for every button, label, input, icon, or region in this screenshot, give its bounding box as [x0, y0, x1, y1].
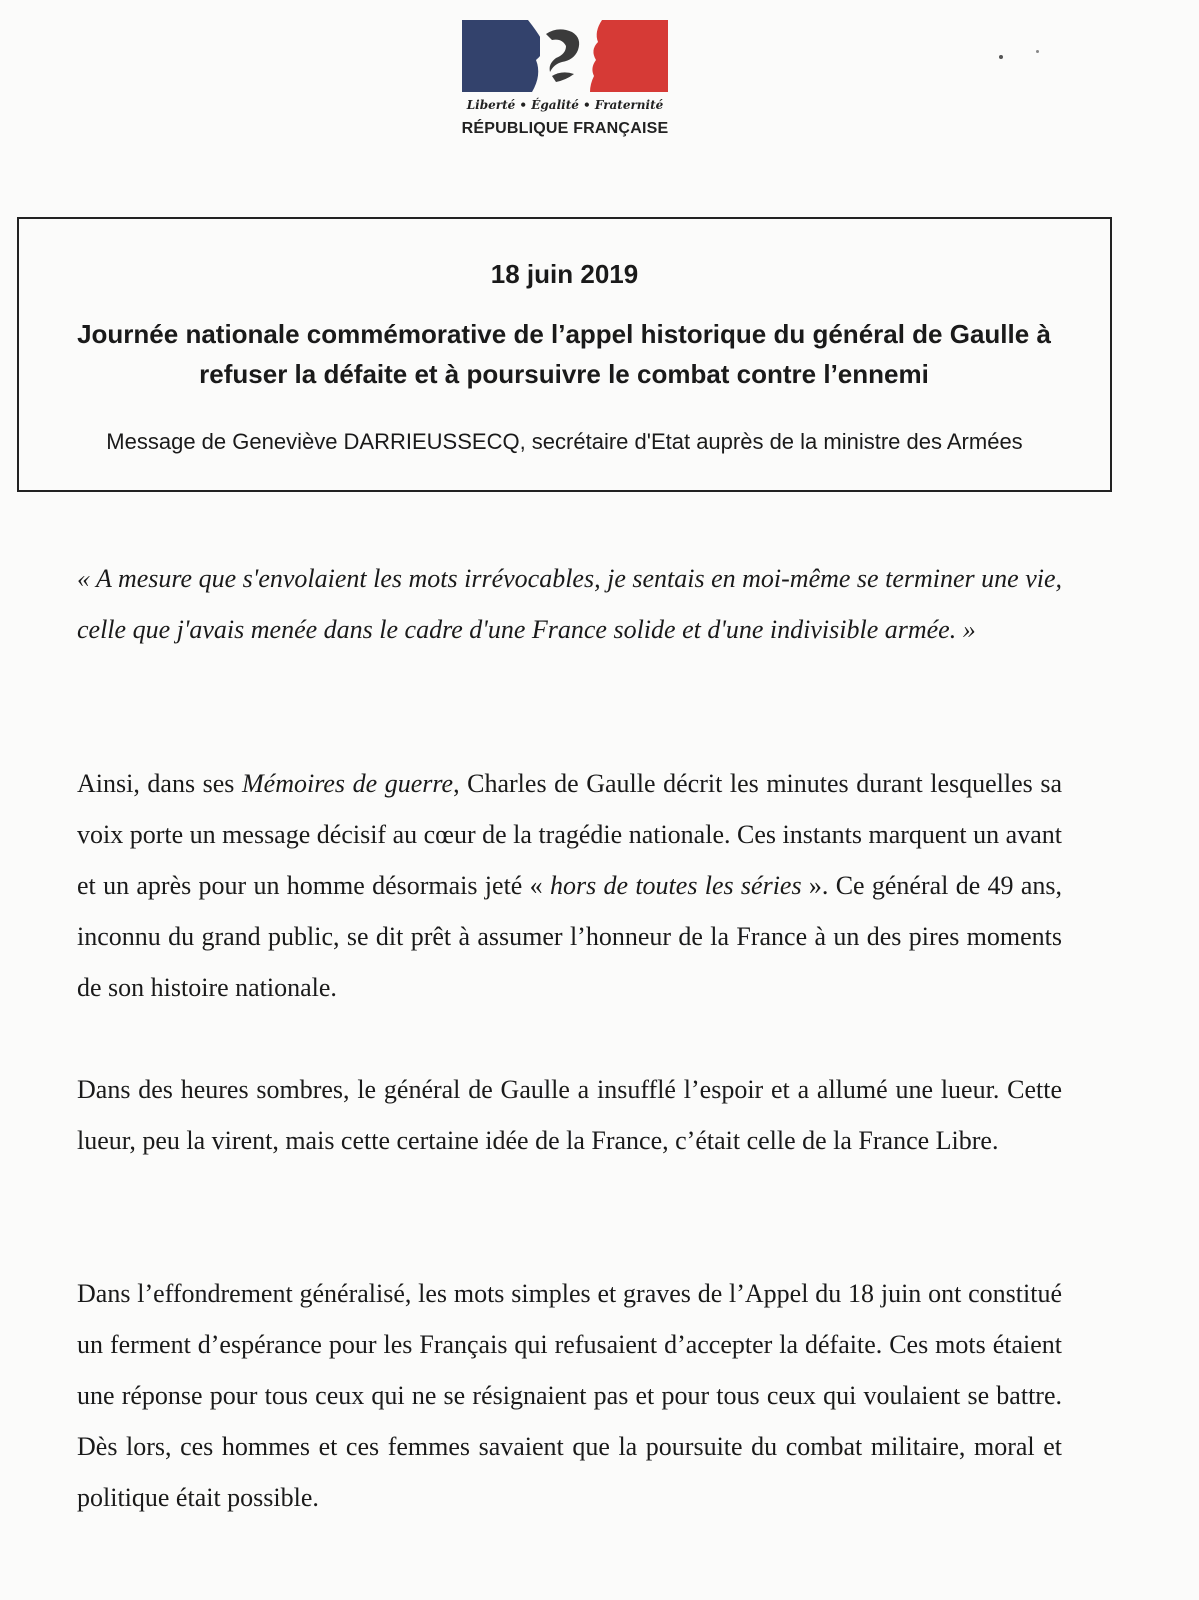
- republique-francaise-logo: [455, 20, 675, 155]
- paragraph-text: ». Ce général de 49 ans, inconnu du grand public, se dit prêt à assumer l’honneur de la France à un des pires moments de son histoire nationale.: [77, 871, 1062, 1002]
- paragraph-lueur: Dans des heures sombres, le général de Gaulle a insufflé l’espoir et a allumé une lueur. Cette lueur, peu la virent, mais cette certaine idée de la France, c’était celle de la France Libre.: [77, 1075, 1062, 1155]
- marianne-hair-lower: [552, 72, 574, 82]
- book-title: Mémoires de guerre: [242, 769, 454, 798]
- paragraph-text: , Charles de Gaulle décrit les minutes durant lesquelles sa voix porte un message décisif au cœur de la tragédie nationale. Ces instants marquent un avant et un après pour un homme désormais jeté «: [77, 769, 1062, 900]
- logo-republique-francaise: RÉPUBLIQUE FRANÇAISE: [461, 120, 669, 137]
- opening-quote: « A mesure que s'envolaient les mots irrévocables, je sentais en moi-même se terminer une vie, celle que j'avais menée dans le cadre d'une France solide et d'une indivisible armée. »: [77, 564, 1062, 644]
- title-heading: Journée nationale commémorative de l’appel historique du général de Gaulle à refuser la défaite et à poursuivre le combat contre l’ennemi: [77, 319, 1051, 389]
- title-date: 18 juin 2019: [490, 259, 639, 289]
- quoted-phrase: hors de toutes les séries: [549, 871, 802, 900]
- logo-red-panel: [590, 20, 668, 92]
- scan-speck: [999, 55, 1003, 59]
- logo-blue-panel: [462, 20, 540, 92]
- paragraph-appel: Dans l’effondrement généralisé, les mots simples et graves de l’Appel du 18 juin ont constitué un ferment d’espérance pour les Français qui refusaient d’accepter la défaite. Ces mots étaient une réponse pour tous ceux qui ne se résignaient pas et pour tous ceux qui voulaient se battre. Dès lors, ces hommes et ces femmes savaient que la poursuite du combat militaire, moral et politique était possible.: [77, 1279, 1062, 1512]
- paragraph-memoires: [77, 758, 1062, 1013]
- title-box: [17, 217, 1112, 492]
- logo-motto: Liberté • Égalité • Fraternité: [466, 98, 664, 112]
- marianne-emblem: [462, 20, 668, 92]
- paragraph-text: Ainsi, dans ses: [77, 769, 242, 798]
- marianne-hair-swirl: [546, 29, 579, 72]
- title-subtitle: Message de Geneviève DARRIEUSSECQ, secrétaire d'Etat auprès de la ministre des Armées: [106, 429, 1023, 454]
- scan-speck: [1036, 50, 1039, 53]
